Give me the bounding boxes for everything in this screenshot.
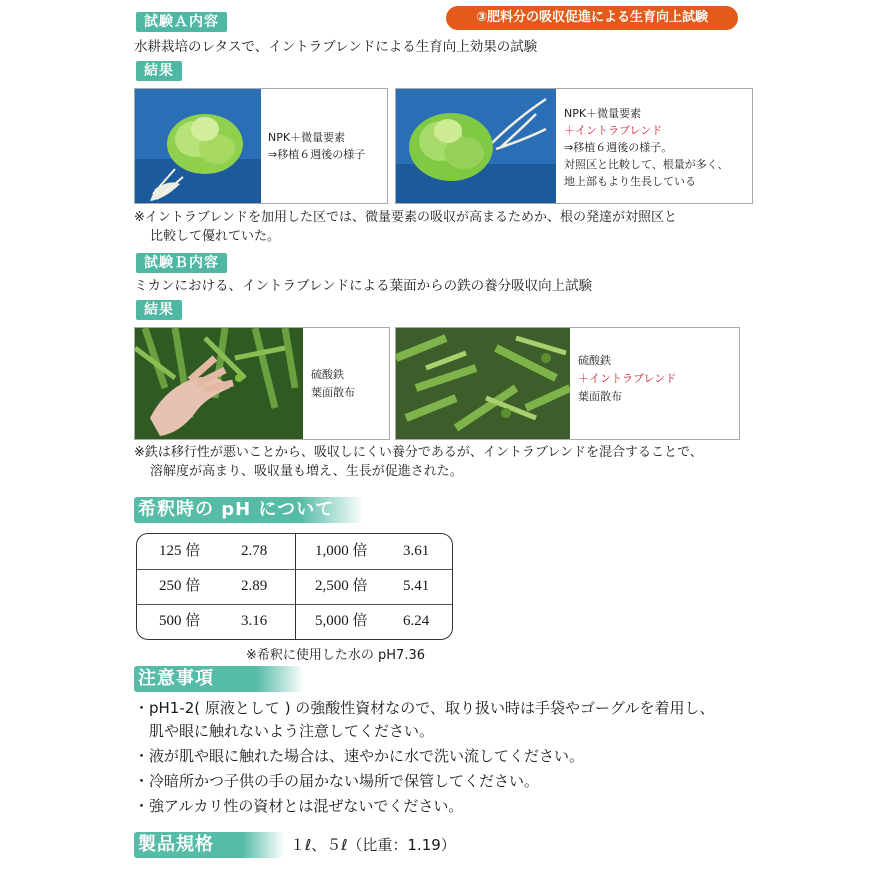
test-a-result-tag: 結果	[136, 61, 182, 81]
lettuce-control-photo	[135, 89, 261, 203]
dilution-cell: 250 倍	[159, 578, 201, 594]
test-b-treated-caption-3: 葉面散布	[578, 390, 622, 403]
test-a-description: 水耕栽培のレタスで、イントラブレンドによる生育向上効果の試験	[134, 39, 538, 55]
test-a-treated-caption-3: ⇒移植６週後の様子。	[564, 141, 673, 154]
ph-value-cell: 5.41	[403, 578, 430, 594]
test-a-treated-caption-1: NPK＋微量要素	[564, 107, 642, 120]
test-a-control-panel	[134, 88, 388, 204]
ph-table-row	[137, 604, 452, 639]
test-a-tag: 試験Ａ内容	[136, 12, 227, 32]
caution-item: ・液が肌や眼に触れた場合は、速やかに水で洗い流してください。	[134, 747, 585, 765]
ph-value-cell: 6.24	[403, 613, 430, 629]
lettuce-treated-photo	[396, 89, 556, 203]
test-a-treated-caption-2: ＋イントラブレンド	[564, 124, 663, 137]
dilution-cell: 500 倍	[159, 613, 201, 629]
test-b-control-caption-2: 葉面散布	[311, 386, 355, 399]
caution-item: ・pH1-2( 原液として ) の強酸性資材なので、取り扱い時は手袋やゴーグルを着用し、	[134, 699, 715, 717]
dilution-cell: 125 倍	[159, 543, 201, 559]
test-title-badge: ③肥料分の吸収促進による生育向上試験	[446, 6, 738, 30]
spec-heading: 製品規格	[134, 832, 284, 858]
test-a-note-line-1: ※イントラブレンドを加用した区では、微量要素の吸収が高まるためか、根の発達が対照区と	[134, 210, 678, 225]
ph-table-row	[137, 534, 452, 570]
test-b-control-panel	[134, 327, 390, 440]
dilution-cell: 5,000 倍	[315, 613, 368, 629]
test-b-result-tag: 結果	[136, 300, 182, 320]
caution-heading: 注意事項	[134, 666, 304, 692]
dilution-cell: 2,500 倍	[315, 578, 368, 594]
caution-item: ・強アルカリ性の資材とは混ぜないでください。	[134, 797, 464, 815]
citrus-control-photo	[135, 328, 303, 439]
test-b-note-line-2: 溶解度が高まり、吸収量も増え、生長が促進された。	[150, 464, 463, 479]
ph-table-row	[137, 569, 452, 605]
test-b-control-caption-1: 硫酸鉄	[311, 368, 344, 381]
test-b-treated-caption-2: ＋イントラブレンド	[578, 372, 677, 385]
citrus-treated-photo	[396, 328, 570, 439]
ph-value-cell: 2.89	[241, 578, 268, 594]
test-a-control-caption-1: NPK＋微量要素	[268, 131, 346, 144]
test-b-description: ミカンにおける、イントラブレンドによる葉面からの鉄の養分吸収向上試験	[134, 278, 593, 294]
ph-value-cell: 3.16	[241, 613, 268, 629]
test-b-treated-caption-1: 硫酸鉄	[578, 354, 611, 367]
ph-value-cell: 3.61	[403, 543, 430, 559]
test-b-treated-panel	[395, 327, 740, 440]
test-b-tag: 試験Ｂ内容	[136, 253, 227, 273]
test-a-control-caption-2: ⇒移植６週後の様子	[268, 148, 366, 161]
ph-value-cell: 2.78	[241, 543, 268, 559]
test-a-note-line-2: 比較して優れていた。	[150, 229, 281, 244]
test-a-treated-caption-5: 地上部もより生長している	[564, 175, 696, 188]
ph-note: ※希釈に使用した水の pH7.36	[246, 648, 425, 663]
ph-heading: 希釈時の pH について	[134, 497, 364, 523]
caution-item: ・冷暗所かつ子供の手の届かない場所で保管してください。	[134, 772, 540, 790]
ph-table	[136, 533, 453, 640]
dilution-cell: 1,000 倍	[315, 543, 368, 559]
test-a-treated-panel	[395, 88, 753, 204]
test-a-treated-caption-4: 対照区と比較して、根量が多く、	[564, 158, 729, 171]
test-b-note-line-1: ※鉄は移行性が悪いことから、吸収しにくい養分であるが、イントラブレンドを混合することで、	[134, 445, 703, 460]
caution-item: 肌や眼に触れないよう注意してください。	[134, 722, 435, 740]
spec-value: １ℓ、５ℓ（比重：1.19）	[290, 836, 456, 854]
